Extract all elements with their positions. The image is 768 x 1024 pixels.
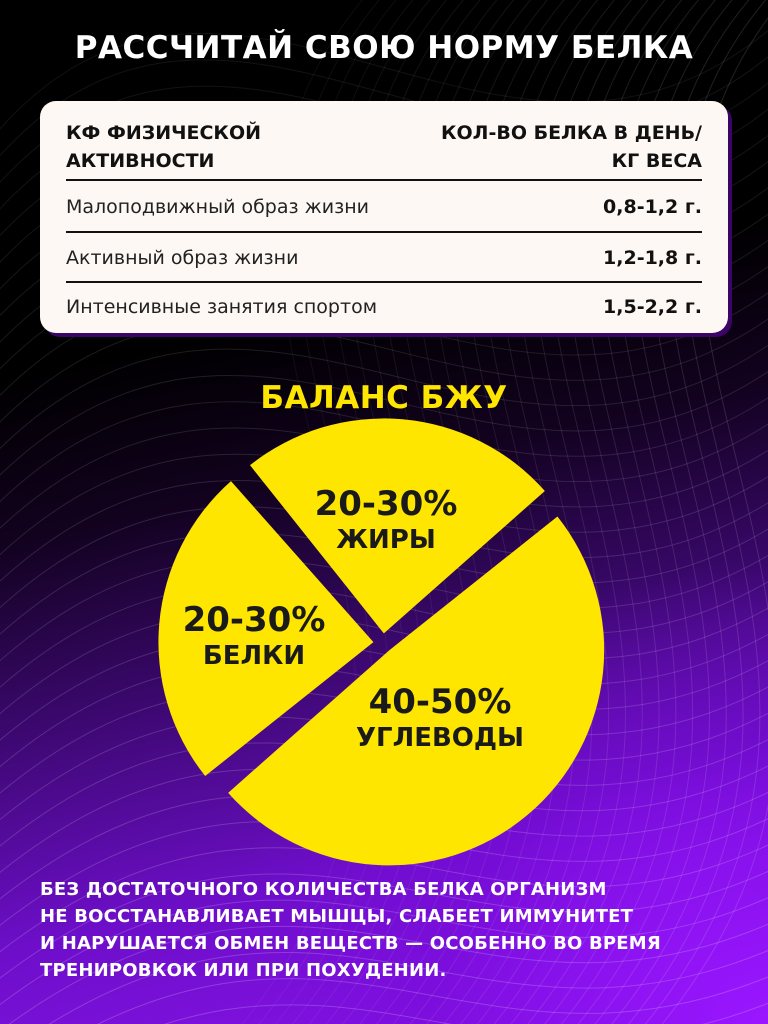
table-row-label: Активный образ жизни xyxy=(66,247,299,269)
table-header-protein: КОЛ-ВО БЕЛКА В ДЕНЬ/ КГ ВЕСА xyxy=(440,122,702,172)
table-row-value: 0,8-1,2 г. xyxy=(603,196,702,218)
page-title: РАССЧИТАЙ СВОЮ НОРМУ БЕЛКА xyxy=(74,30,694,66)
pie-title: БАЛАНС БЖУ xyxy=(260,380,508,416)
table-header-activity: КФ ФИЗИЧЕСКОЙ АКТИВНОСТИ xyxy=(66,122,261,172)
pie-label-fat: 20-30% ЖИРЫ xyxy=(314,484,458,555)
table-row-value: 1,5-2,2 г. xyxy=(603,296,702,318)
table-row-label: Интенсивные занятия спортом xyxy=(66,296,378,318)
table-row-label: Малоподвижный образ жизни xyxy=(66,196,369,218)
pie-label-carbs: 40-50% УГЛЕВОДЫ xyxy=(356,682,524,753)
table-row-value: 1,2-1,8 г. xyxy=(603,247,702,269)
footer-text: БЕЗ ДОСТАТОЧНОГО КОЛИЧЕСТВА БЕЛКА ОРГАНИЗМ НЕ ВОССТАНАВЛИВАЕТ МЫШЦЫ, СЛАБЕЕТ ИММУНИТЕТ И НАРУШАЕТСЯ ОБМЕН ВЕЩЕСТВ — ОСОБЕННО ВО ВРЕМЯ ТРЕНИРОВКОК ИЛИ ПРИ ПОХУДЕНИИ. xyxy=(40,879,661,981)
pie-label-protein: 20-30% БЕЛКИ xyxy=(182,600,326,671)
